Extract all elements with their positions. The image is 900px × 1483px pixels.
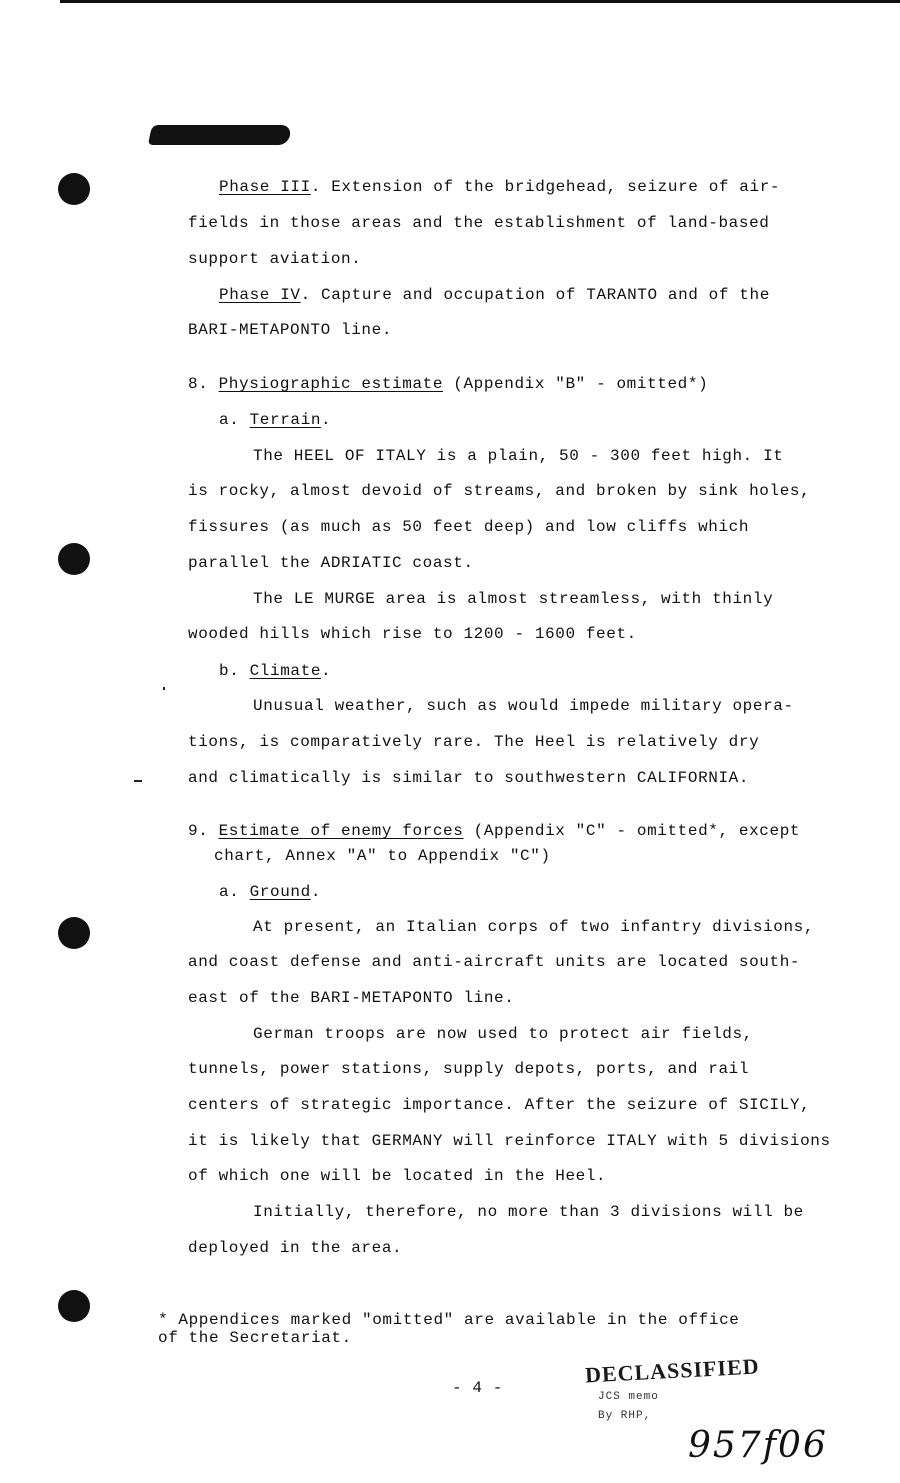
line-text: (Appendix "B" - omitted*) [443,375,709,393]
line-text: a. [219,883,250,901]
line-text: and climatically is similar to southwestern CALIFORNIA. [188,769,750,787]
line-text: centers of strategic importance. After the seizure of SICILY, [188,1096,811,1114]
punch-hole [58,173,90,205]
line-text: wooded hills which rise to 1200 - 1600 feet. [188,625,637,643]
text-line [188,1238,402,1258]
text-line [219,882,321,902]
text-line [188,768,749,788]
line-text: parallel the ADRIATIC coast. [188,554,474,572]
line-text: At present, an Italian corps of two infantry divisions, [253,918,815,936]
redaction-mark [148,125,292,145]
line-text: b. [219,662,250,680]
line-text: Initially, therefore, no more than 3 divisions will be [253,1203,804,1221]
handwritten-number: 957f06 [688,1425,828,1466]
page-number: - 4 - [452,1379,504,1397]
line-text: BARI-METAPONTO line. [188,321,393,339]
ink-speck [163,687,165,690]
punch-hole [58,543,90,575]
declassified-stamp: DECLASSIFIED [584,1353,761,1388]
line-text: 8. [188,375,219,393]
line-text: tions, is comparatively rare. The Heel is relatively dry [188,733,760,751]
text-line [188,821,800,841]
underlined-heading: Phase III [219,178,311,196]
text-line [158,1328,352,1348]
line-text: * Appendices marked "omitted" are available in the office [158,1311,740,1329]
line-text: and coast defense and anti-aircraft units are located south- [188,953,801,971]
text-line [253,1202,804,1222]
line-text: of the Secretariat. [158,1329,352,1347]
line-text: . Extension of the bridgehead, seizure of air- [310,178,781,196]
text-line [253,917,814,937]
text-line [188,320,392,340]
text-line [219,177,780,197]
text-line [188,732,759,752]
text-line [188,374,708,394]
line-text: support aviation. [188,250,362,268]
line-text: it is likely that GERMANY will reinforce ITALY with 5 divisions [188,1132,831,1150]
line-text: . Capture and occupation of TARANTO and of the [300,286,770,304]
text-line [219,661,331,681]
text-line [188,249,361,269]
text-line [188,1095,810,1115]
line-text: of which one will be located in the Heel. [188,1167,607,1185]
underlined-heading: Terrain [249,411,322,429]
line-text: . [321,662,332,680]
text-line [188,213,770,233]
line-text: . [310,883,322,901]
line-text: east of the BARI-METAPONTO line. [188,989,515,1007]
line-text: fissures (as much as 50 feet deep) and low cliffs which [188,518,750,536]
text-line [188,1059,749,1079]
text-line [188,952,800,972]
text-line [253,446,783,466]
text-line [188,553,474,573]
line-text: 9. [188,822,219,840]
underlined-heading: Climate [249,662,322,680]
text-line [188,481,810,501]
text-line [253,696,794,716]
text-line [219,285,770,305]
line-text: The LE MURGE area is almost streamless, with thinly [253,590,774,608]
line-text: . [321,411,332,429]
underlined-heading: Physiographic estimate [218,375,444,393]
stamp-line-1: JCS memo [598,1391,659,1403]
underlined-heading: Phase IV [219,286,301,304]
line-text: Unusual weather, such as would impede military opera- [253,697,794,715]
line-text: a. [219,411,250,429]
line-text: chart, Annex "A" to Appendix "C") [214,847,551,865]
text-line [158,1310,740,1330]
punch-hole [58,1290,90,1322]
line-text: is rocky, almost devoid of streams, and broken by sink holes, [188,482,811,500]
underlined-heading: Estimate of enemy forces [218,822,464,840]
text-line [188,1131,831,1151]
stamp-line-2: By RHP, [598,1410,652,1422]
line-text: tunnels, power stations, supply depots, ports, and rail [188,1060,750,1078]
text-line [188,988,514,1008]
underlined-heading: Ground [249,883,311,901]
text-line [253,1024,753,1044]
line-text: deployed in the area. [188,1239,403,1257]
top-border-line [60,0,900,3]
line-text: (Appendix "C" - omitted*, except [463,822,801,840]
punch-hole [58,917,90,949]
text-line [188,517,749,537]
line-text: German troops are now used to protect air fields, [253,1025,753,1043]
text-line [188,624,637,644]
line-text: The HEEL OF ITALY is a plain, 50 - 300 feet high. It [253,447,784,465]
line-text: fields in those areas and the establishment of land-based [188,214,770,232]
text-line [253,589,773,609]
text-line [219,410,331,430]
ink-speck [134,780,142,782]
text-line [214,846,551,866]
text-line [188,1166,606,1186]
